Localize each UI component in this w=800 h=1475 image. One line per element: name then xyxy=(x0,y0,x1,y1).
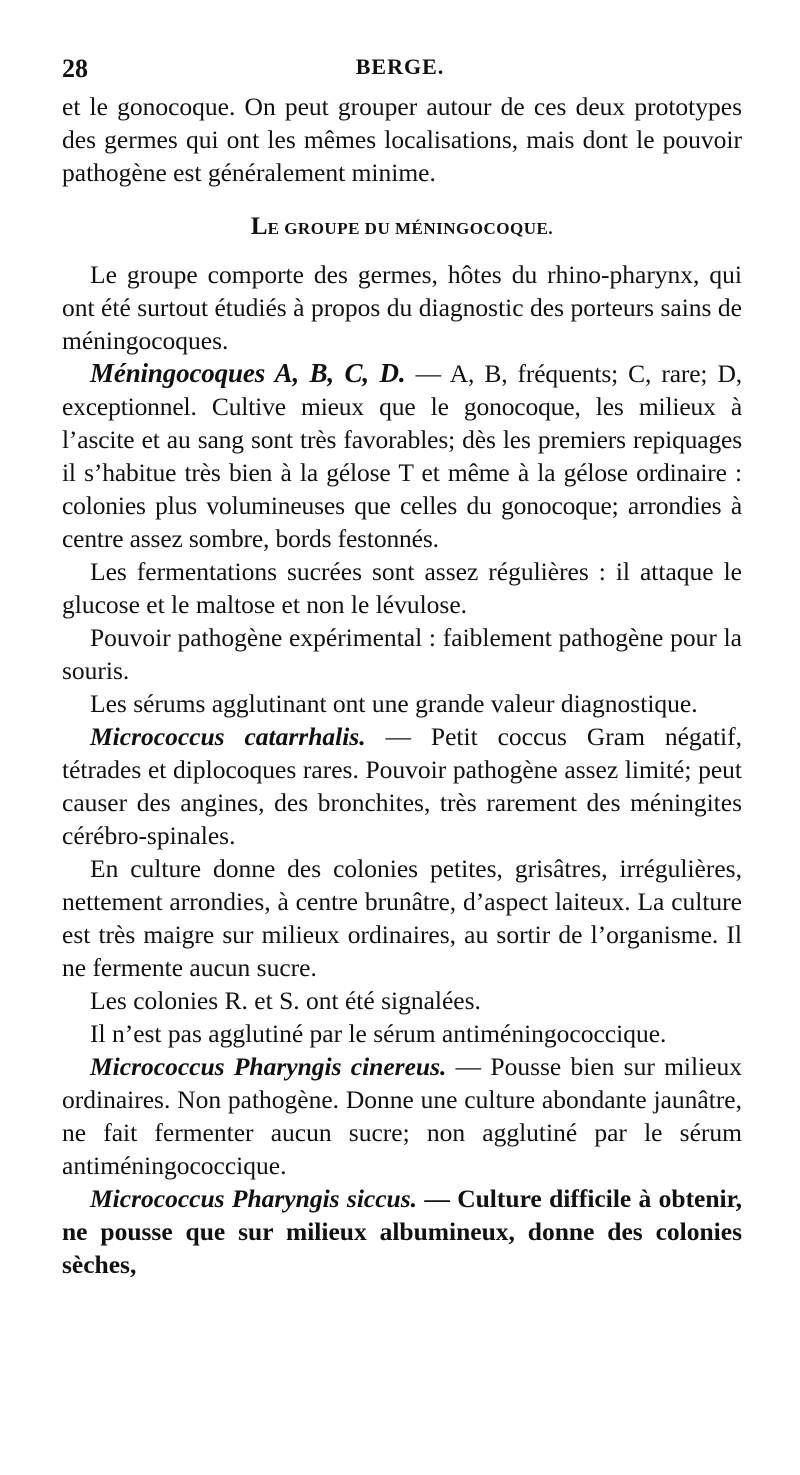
paragraph-cinereus xyxy=(62,1050,742,1182)
page-header xyxy=(62,54,738,88)
paragraph-serums: Les sérums agglutinant ont une grande valeur diagnostique. xyxy=(90,689,698,718)
paragraph-siccus xyxy=(62,1182,742,1281)
term-siccus: Micrococcus Pharyngis siccus. xyxy=(90,1184,418,1213)
page-number: 28 xyxy=(62,54,88,83)
paragraph-catarrhalis xyxy=(62,720,742,852)
page-body xyxy=(62,90,742,1281)
paragraph-agglutination: Il n’est pas agglutiné par le sérum antiméningococcique. xyxy=(90,1019,667,1048)
section-heading-text: E GROUPE DU MÉNINGOCOQUE. xyxy=(267,219,554,238)
meningocoques-text: — A, B, fréquents; C, rare; D, exceptionnel. Cultive mieux que le gonocoque, les milieux à l’ascite et au sang sont très favorables; dès les premiers repiquages il s’habitue très bien à la gélose T et même à la gélose ordinaire : colonies plus volumineuses que celles du gonocoque; arrondies à centre assez sombre, bords festonnés. xyxy=(62,359,742,553)
cinereus-text: — Pousse bien sur milieux ordinaires. Non pathogène. Donne une culture abondante jaunâtre, ne fait fermenter aucun sucre; non agglutiné par le sérum antiméningococcique. xyxy=(62,1052,742,1180)
catarrhalis-text: — Petit coccus Gram négatif, tétrades et diplocoques rares. Pouvoir pathogène assez limité; peut causer des angines, des bronchites, très rarement des méningites cérébro-spinales. xyxy=(62,722,742,850)
section-heading-initial: L xyxy=(250,213,268,240)
paragraph-culture: En culture donne des colonies petites, grisâtres, irrégulières, nettement arrondies, à centre brunâtre, d’aspect laiteux. La culture est très maigre sur milieux ordinaires, au sortir de l’organisme. Il ne fermente aucun sucre. xyxy=(62,854,742,982)
section-heading xyxy=(62,211,742,244)
term-meningocoques: Méningocoques A, B, C, D. xyxy=(90,358,406,388)
term-catarrhalis: Micrococcus catarrhalis. xyxy=(90,722,366,751)
term-cinereus: Micrococcus Pharyngis cinereus. xyxy=(90,1052,447,1081)
paragraph-group-description: Le groupe comporte des germes, hôtes du rhino-pharynx, qui ont été surtout étudiés à propos du diagnostic des porteurs sains de méningocoques. xyxy=(62,260,742,355)
paragraph-intro: et le gonocoque. On peut grouper autour de ces deux prototypes des germes qui ont les mêmes localisations, mais dont le pouvoir pathogène est généralement minime. xyxy=(62,92,742,187)
paragraph-pathogenic-power: Pouvoir pathogène expérimental : faiblement pathogène pour la souris. xyxy=(62,623,742,685)
paragraph-colonies: Les colonies R. et S. ont été signalées. xyxy=(90,986,481,1015)
running-title: BERGE. xyxy=(355,54,445,79)
paragraph-fermentations: Les fermentations sucrées sont assez régulières : il attaque le glucose et le maltose et non le lévulose. xyxy=(62,557,742,619)
paragraph-meningocoques xyxy=(62,357,742,555)
siccus-text: — Culture difficile à obtenir, ne pousse que sur milieux albumineux, donne des colonies sèches, xyxy=(62,1184,742,1279)
